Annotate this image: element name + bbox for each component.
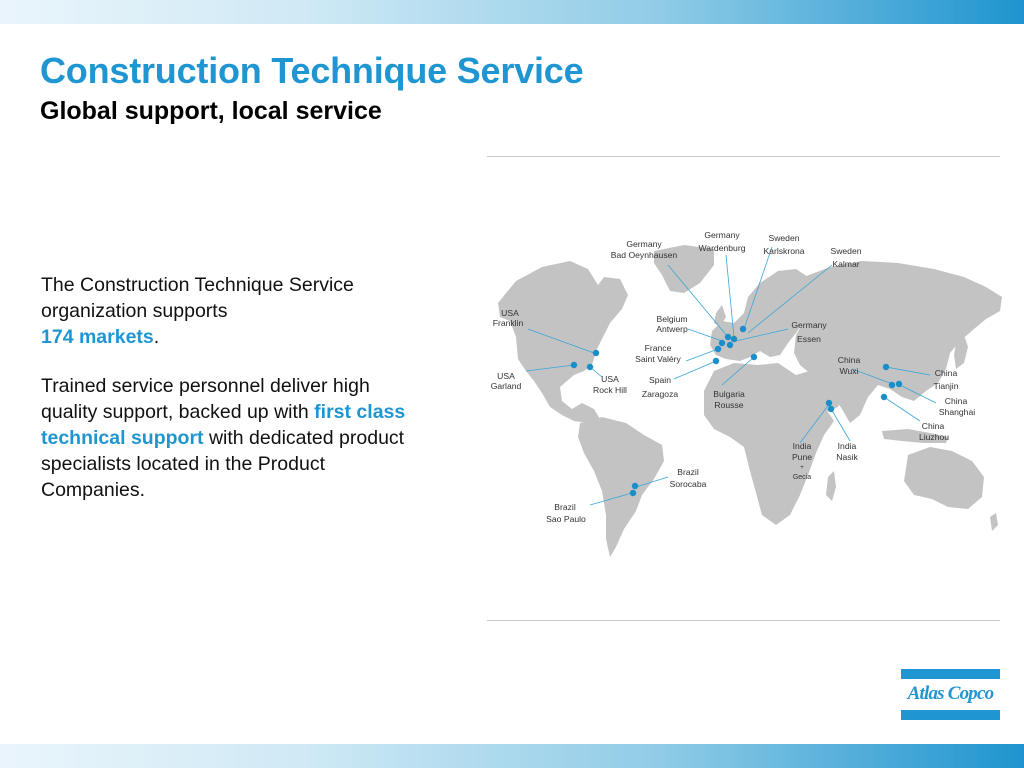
top-gradient-band	[0, 0, 1024, 24]
label-usa-rock-hill: USA Rock Hill	[593, 374, 627, 395]
madagascar-shape	[826, 471, 836, 501]
marker-china-tianjin	[883, 364, 889, 370]
markets-text: The Construction Technique Service organization supports	[41, 274, 354, 322]
service-text-before: Trained service personnel deliver high quality support, backed up with	[41, 375, 370, 423]
marker-sweden-karlskrona	[740, 326, 746, 332]
marker-germany-wardenburg	[731, 336, 737, 342]
label-usa-franklin: USA Franklin	[492, 308, 524, 328]
marker-usa-franklin	[593, 350, 599, 356]
service-text-after: with dedicated product specialists located in the Product Companies.	[41, 427, 405, 501]
service-paragraph	[41, 373, 421, 503]
marker-germany-bad-oeynhausen	[725, 334, 731, 340]
logo-wordmark: Atlas Copco	[907, 683, 994, 704]
marker-usa-garland	[571, 362, 577, 368]
marker-india-nasik	[828, 406, 834, 412]
label-belgium-antwerp: Belgium Antwerp	[656, 314, 688, 334]
logo-top-bar	[901, 669, 1000, 679]
label-brazil-sorocaba: Brazil Sorocaba	[669, 467, 707, 489]
technical-support-highlight: first class technical support	[41, 401, 406, 449]
atlas-copco-logo	[901, 669, 1000, 720]
world-map	[478, 225, 1008, 570]
marker-bulgaria-rousse	[751, 354, 757, 360]
label-france-saint-valery: France Saint Valéry	[635, 343, 681, 364]
label-china-wuxi: China Wuxi	[837, 355, 861, 376]
label-china-liuzhou: China Liuzhou	[918, 421, 950, 442]
label-germany-essen: Germany Essen	[791, 320, 827, 344]
label-usa-garland: USA Garland	[490, 371, 522, 391]
markets-end: .	[153, 326, 160, 348]
label-germany-bad-oeynhausen: Germany Bad Oeynhausen	[610, 239, 678, 260]
new-zealand-shape	[990, 513, 998, 531]
label-spain-zaragoza: Spain Zaragoza	[641, 375, 679, 399]
markets-highlight: 174 markets	[41, 326, 154, 348]
marker-brazil-sorocaba	[632, 483, 638, 489]
marker-china-liuzhou	[881, 394, 887, 400]
logo-bottom-bar	[901, 710, 1000, 720]
marker-china-wuxi	[889, 382, 895, 388]
south-america-shape	[578, 417, 664, 557]
australia-shape	[904, 447, 984, 509]
marker-france-saint-valery	[715, 346, 721, 352]
label-india-nasik: India Nasik	[836, 441, 858, 462]
label-germany-wardenburg: Germany Wardenburg	[698, 230, 746, 253]
markets-paragraph	[41, 272, 421, 350]
label-india-pune-gecia: India Pune + Gecia	[791, 441, 813, 481]
marker-spain-zaragoza	[713, 358, 719, 364]
marker-usa-rock-hill	[587, 364, 593, 370]
label-bulgaria-rousse: Bulgaria Rousse	[713, 389, 745, 410]
label-china-shanghai: China Shanghai	[938, 396, 976, 417]
label-brazil-sao-paulo: Brazil Sao Paulo	[546, 502, 586, 524]
marker-china-shanghai	[896, 381, 902, 387]
slide-title: Construction Technique Service	[40, 50, 584, 91]
slide-subtitle: Global support, local service	[40, 97, 382, 125]
marker-brazil-sao-paulo	[630, 490, 636, 496]
marker-belgium-antwerp	[719, 340, 725, 346]
label-sweden-kalmar: Sweden Kalmar	[830, 246, 862, 269]
map-bottom-rule	[487, 620, 1000, 621]
marker-germany-essen	[727, 342, 733, 348]
bottom-gradient-band	[0, 744, 1024, 768]
map-top-rule	[487, 156, 1000, 157]
marker-india-pune	[826, 400, 832, 406]
label-sweden-karlskrona: Sweden Karlskrona	[763, 233, 805, 256]
label-china-tianjin: China Tianjin	[933, 368, 959, 391]
